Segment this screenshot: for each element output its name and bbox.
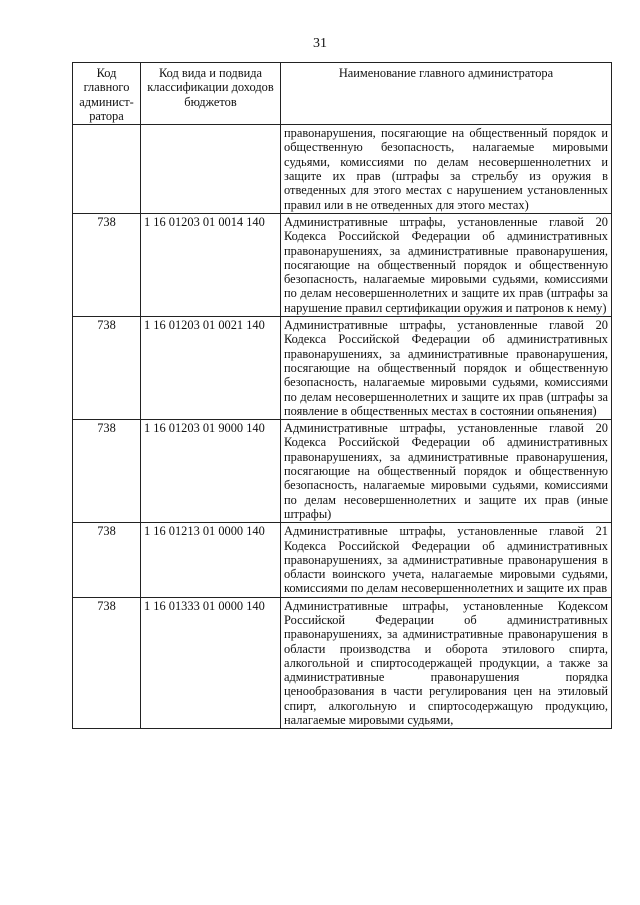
row-name: Административные штрафы, установленные главой 20 Кодекса Российской Федерации об административных правонарушениях, за административные правонарушения, посягающие на общественный порядок и общественную безопасность, налагаемые мировыми судьями, комиссиями по делам несовершеннолетних и защите их прав (штрафы за появление в общественных местах в состоянии опьянения) bbox=[281, 317, 612, 420]
row-name: Административные штрафы, установленные Кодексом Российской Федерации об административных правонарушениях, за административные правонарушения в области производства и оборота этилового спирта, алкогольной и спиртосодержащей продукции, а также за административные правонарушения порядка ценообразования в части регулирования цен на этиловый спирт, алкогольную и спиртосодержащую продукцию, налагаемые мировыми судьями, bbox=[281, 597, 612, 729]
row-classification: 1 16 01213 01 0000 140 bbox=[141, 523, 281, 597]
row-code: 738 bbox=[73, 597, 141, 729]
row-classification bbox=[141, 125, 281, 214]
row-name: Административные штрафы, установленные главой 20 Кодекса Российской Федерации об административных правонарушениях, за административные правонарушения, посягающие на общественный порядок и общественную безопасность, налагаемые мировыми судьями, комиссиями по делам несовершеннолетних и защите их прав (штрафы за нарушение правил сертификации оружия и патронов к нему) bbox=[281, 213, 612, 316]
table-row bbox=[73, 523, 612, 597]
table-row bbox=[73, 125, 612, 214]
table-row bbox=[73, 420, 612, 523]
row-classification: 1 16 01203 01 0014 140 bbox=[141, 213, 281, 316]
page-number: 31 bbox=[313, 36, 327, 51]
row-classification: 1 16 01203 01 9000 140 bbox=[141, 420, 281, 523]
row-classification: 1 16 01203 01 0021 140 bbox=[141, 317, 281, 420]
administrators-table bbox=[72, 62, 612, 729]
row-name: правонарушения, посягающие на общественный порядок и общественную безопасность, налагаемые мировыми судьями, комиссиями по делам несовершеннолетних и защите их прав (штрафы за стрельбу из оружия в отведенных для этого местах с нарушением установленных правил или в не отведенных для этого местах) bbox=[281, 125, 612, 214]
row-code: 738 bbox=[73, 420, 141, 523]
header-name: Наименование главного администратора bbox=[281, 63, 612, 125]
row-name: Административные штрафы, установленные главой 20 Кодекса Российской Федерации об административных правонарушениях, за административные правонарушения, посягающие на общественный порядок и общественную безопасность, налагаемые мировыми судьями, комиссиями по делам несовершеннолетних и защите их прав (иные штрафы) bbox=[281, 420, 612, 523]
row-code: 738 bbox=[73, 317, 141, 420]
table-row bbox=[73, 597, 612, 729]
row-code: 738 bbox=[73, 523, 141, 597]
table-header-row bbox=[73, 63, 612, 125]
table-row bbox=[73, 213, 612, 316]
header-classification: Код вида и подвида классификации доходов бюджетов bbox=[141, 63, 281, 125]
table-row bbox=[73, 317, 612, 420]
row-code bbox=[73, 125, 141, 214]
row-code: 738 bbox=[73, 213, 141, 316]
row-name: Административные штрафы, установленные главой 21 Кодекса Российской Федерации об административных правонарушениях, за административные правонарушения в области воинского учета, налагаемые мировыми судьями, комиссиями по делам несовершеннолетних и защите их прав bbox=[281, 523, 612, 597]
row-classification: 1 16 01333 01 0000 140 bbox=[141, 597, 281, 729]
header-code: Код главного админист-ратора bbox=[73, 63, 141, 125]
